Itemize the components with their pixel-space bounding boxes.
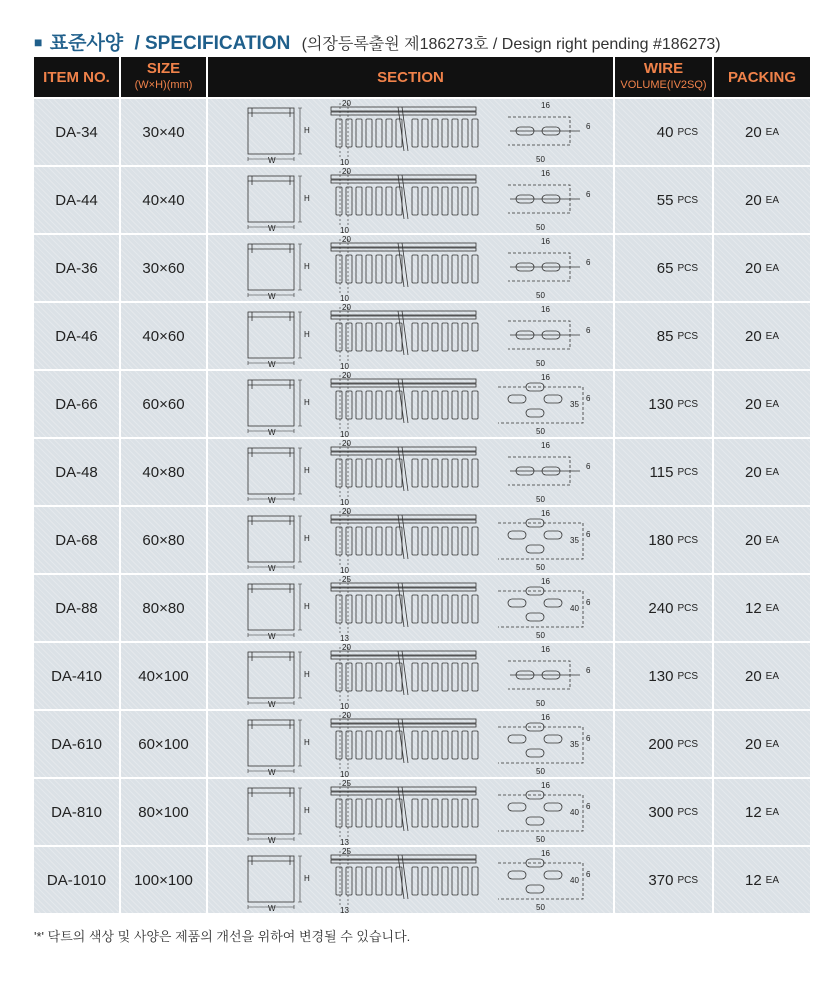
duct-section-drawing <box>208 575 613 641</box>
packing-unit: EA <box>765 670 780 682</box>
slot-dimension-label: 16 <box>541 237 550 246</box>
top-dimension-label: 20 <box>342 167 351 176</box>
wide-dimension-label: 40 <box>570 604 579 613</box>
item-no-cell <box>34 643 119 711</box>
wire-volume-cell <box>615 779 712 847</box>
width-label: W <box>268 768 276 777</box>
hole-offset-label: 6 <box>586 598 591 607</box>
wire-volume-unit: PCS <box>677 806 698 818</box>
header-size-unit: (W×H)(mm) <box>134 79 193 91</box>
width-label: W <box>268 224 276 233</box>
wire-volume-value: 240 <box>648 599 674 617</box>
header-section: SECTION <box>208 57 613 99</box>
wire-volume-value: 55 <box>656 191 674 209</box>
design-right-note: (의장등록출원 제186273호 / Design right pending #186273) <box>301 36 721 53</box>
packing-value: 20 <box>744 191 762 209</box>
duct-section-drawing <box>208 507 613 573</box>
packing-cell <box>714 779 810 847</box>
wire-volume-unit: PCS <box>677 194 698 206</box>
width-label: W <box>268 632 276 641</box>
packing-value: 12 <box>744 803 762 821</box>
packing-value: 12 <box>744 871 762 889</box>
size-cell <box>121 643 206 711</box>
wide-dimension-label: 35 <box>570 400 579 409</box>
wire-volume-cell <box>615 439 712 507</box>
packing-cell <box>714 711 810 779</box>
section-drawing-cell <box>208 643 613 711</box>
hole-offset-label: 6 <box>586 122 591 131</box>
duct-section-drawing <box>208 303 613 369</box>
packing-unit: EA <box>765 534 780 546</box>
height-label: H <box>304 466 310 475</box>
item-no: DA-810 <box>51 803 102 821</box>
header-item-no: ITEM NO. <box>34 57 119 99</box>
bottom-dimension-label: 13 <box>340 634 349 641</box>
size-value: 40×60 <box>142 327 185 345</box>
item-no-cell <box>34 847 119 915</box>
bottom-dimension-label: 10 <box>340 430 349 437</box>
size-value: 40×100 <box>138 667 189 685</box>
size-cell <box>121 779 206 847</box>
section-drawing-cell <box>208 371 613 439</box>
top-dimension-label: 20 <box>342 303 351 312</box>
wire-volume-unit: PCS <box>677 466 698 478</box>
height-label: H <box>304 670 310 679</box>
packing-cell <box>714 371 810 439</box>
section-drawing-cell <box>208 779 613 847</box>
size-cell <box>121 167 206 235</box>
size-cell <box>121 99 206 167</box>
packing-value: 12 <box>744 599 762 617</box>
size-value: 60×60 <box>142 395 185 413</box>
item-no: DA-88 <box>55 599 98 617</box>
size-cell <box>121 507 206 575</box>
top-dimension-label: 20 <box>342 711 351 720</box>
top-dimension-label: 25 <box>342 779 351 788</box>
item-no: DA-1010 <box>46 871 107 889</box>
size-cell <box>121 439 206 507</box>
height-label: H <box>304 534 310 543</box>
header-wire-unit: VOLUME(IV2SQ) <box>620 79 707 91</box>
title-korean: 표준사양 <box>49 33 124 54</box>
item-no-cell <box>34 779 119 847</box>
pitch-dimension-label: 50 <box>536 155 545 164</box>
header-wire-label: WIRE <box>643 60 684 77</box>
pitch-dimension-label: 50 <box>536 903 545 912</box>
wire-volume-unit: PCS <box>677 126 698 138</box>
section-drawing-cell <box>208 235 613 303</box>
width-label: W <box>268 360 276 369</box>
wire-volume-value: 300 <box>648 803 674 821</box>
item-no: DA-410 <box>51 667 102 685</box>
width-label: W <box>268 428 276 437</box>
wire-volume-unit: PCS <box>677 874 698 886</box>
packing-cell <box>714 507 810 575</box>
slot-dimension-label: 16 <box>541 713 550 722</box>
wire-volume-value: 130 <box>648 667 674 685</box>
pitch-dimension-label: 50 <box>536 495 545 504</box>
wire-volume-value: 40 <box>656 123 674 141</box>
item-no-cell <box>34 575 119 643</box>
wire-volume-cell <box>615 235 712 303</box>
top-dimension-label: 20 <box>342 235 351 244</box>
packing-value: 20 <box>744 259 762 277</box>
hole-offset-label: 6 <box>586 734 591 743</box>
hole-offset-label: 6 <box>586 190 591 199</box>
size-value: 80×100 <box>138 803 189 821</box>
packing-value: 20 <box>744 395 762 413</box>
bottom-dimension-label: 13 <box>340 838 349 845</box>
section-drawing-cell <box>208 711 613 779</box>
duct-section-drawing <box>208 235 613 301</box>
wire-volume-cell <box>615 643 712 711</box>
size-cell <box>121 711 206 779</box>
pitch-dimension-label: 50 <box>536 767 545 776</box>
size-value: 40×80 <box>142 463 185 481</box>
section-drawing-cell <box>208 99 613 167</box>
top-dimension-label: 20 <box>342 643 351 652</box>
pitch-dimension-label: 50 <box>536 359 545 368</box>
packing-value: 20 <box>744 667 762 685</box>
size-cell <box>121 303 206 371</box>
size-cell <box>121 235 206 303</box>
height-label: H <box>304 262 310 271</box>
spec-table <box>34 57 802 915</box>
item-no-cell <box>34 711 119 779</box>
wire-volume-value: 370 <box>648 871 674 889</box>
section-drawing-cell <box>208 303 613 371</box>
item-no-cell <box>34 507 119 575</box>
item-no-cell <box>34 371 119 439</box>
pitch-dimension-label: 50 <box>536 563 545 572</box>
duct-section-drawing <box>208 779 613 845</box>
slot-dimension-label: 16 <box>541 509 550 518</box>
wire-volume-unit: PCS <box>677 738 698 750</box>
hole-offset-label: 6 <box>586 666 591 675</box>
packing-unit: EA <box>765 126 780 138</box>
item-no: DA-48 <box>55 463 98 481</box>
size-cell <box>121 575 206 643</box>
spec-title <box>34 30 721 54</box>
bottom-dimension-label: 13 <box>340 906 349 913</box>
slot-dimension-label: 16 <box>541 781 550 790</box>
height-label: H <box>304 398 310 407</box>
packing-cell <box>714 847 810 915</box>
item-no: DA-34 <box>55 123 98 141</box>
footnote: '*' 닥트의 색상 및 사양은 제품의 개선을 위하여 변경될 수 있습니다. <box>34 929 411 944</box>
packing-unit: EA <box>765 194 780 206</box>
wire-volume-value: 130 <box>648 395 674 413</box>
height-label: H <box>304 330 310 339</box>
hole-offset-label: 6 <box>586 326 591 335</box>
duct-section-drawing <box>208 371 613 437</box>
top-dimension-label: 25 <box>342 847 351 856</box>
pitch-dimension-label: 50 <box>536 223 545 232</box>
wire-volume-cell <box>615 167 712 235</box>
duct-section-drawing <box>208 847 613 913</box>
size-value: 100×100 <box>134 871 193 889</box>
packing-cell <box>714 303 810 371</box>
header-size <box>121 57 206 99</box>
packing-unit: EA <box>765 398 780 410</box>
packing-unit: EA <box>765 262 780 274</box>
wire-volume-cell <box>615 371 712 439</box>
wire-volume-cell <box>615 507 712 575</box>
bottom-dimension-label: 10 <box>340 702 349 709</box>
duct-section-drawing <box>208 439 613 505</box>
wide-dimension-label: 35 <box>570 740 579 749</box>
top-dimension-label: 20 <box>342 371 351 380</box>
square-bullet-icon: ■ <box>34 34 43 50</box>
size-value: 30×40 <box>142 123 185 141</box>
width-label: W <box>268 292 276 301</box>
slot-dimension-label: 16 <box>541 577 550 586</box>
width-label: W <box>268 496 276 505</box>
wire-volume-cell <box>615 847 712 915</box>
slot-dimension-label: 16 <box>541 169 550 178</box>
section-drawing-cell <box>208 439 613 507</box>
wire-volume-value: 85 <box>656 327 674 345</box>
packing-cell <box>714 643 810 711</box>
packing-value: 20 <box>744 327 762 345</box>
top-dimension-label: 20 <box>342 439 351 448</box>
header-packing: PACKING <box>714 57 810 99</box>
packing-unit: EA <box>765 466 780 478</box>
hole-offset-label: 6 <box>586 870 591 879</box>
item-no: DA-610 <box>51 735 102 753</box>
duct-section-drawing <box>208 643 613 709</box>
hole-offset-label: 6 <box>586 802 591 811</box>
height-label: H <box>304 806 310 815</box>
top-dimension-label: 20 <box>342 99 351 108</box>
bottom-dimension-label: 10 <box>340 770 349 777</box>
slot-dimension-label: 16 <box>541 305 550 314</box>
height-label: H <box>304 194 310 203</box>
bottom-dimension-label: 10 <box>340 294 349 301</box>
packing-unit: EA <box>765 330 780 342</box>
pitch-dimension-label: 50 <box>536 291 545 300</box>
size-cell <box>121 847 206 915</box>
pitch-dimension-label: 50 <box>536 835 545 844</box>
hole-offset-label: 6 <box>586 462 591 471</box>
size-value: 60×80 <box>142 531 185 549</box>
bottom-dimension-label: 10 <box>340 498 349 505</box>
top-dimension-label: 25 <box>342 575 351 584</box>
size-value: 40×40 <box>142 191 185 209</box>
section-drawing-cell <box>208 167 613 235</box>
wire-volume-unit: PCS <box>677 330 698 342</box>
header-size-label: SIZE <box>146 60 181 77</box>
hole-offset-label: 6 <box>586 258 591 267</box>
wire-volume-unit: PCS <box>677 670 698 682</box>
item-no: DA-46 <box>55 327 98 345</box>
top-dimension-label: 20 <box>342 507 351 516</box>
section-drawing-cell <box>208 847 613 915</box>
slot-dimension-label: 16 <box>541 441 550 450</box>
item-no-cell <box>34 303 119 371</box>
item-no-cell <box>34 235 119 303</box>
height-label: H <box>304 738 310 747</box>
wire-volume-value: 180 <box>648 531 674 549</box>
packing-cell <box>714 235 810 303</box>
bottom-dimension-label: 10 <box>340 226 349 233</box>
packing-cell <box>714 439 810 507</box>
wire-volume-cell <box>615 711 712 779</box>
width-label: W <box>268 156 276 165</box>
wire-volume-cell <box>615 575 712 643</box>
packing-cell <box>714 575 810 643</box>
duct-section-drawing <box>208 167 613 233</box>
wire-volume-cell <box>615 303 712 371</box>
height-label: H <box>304 126 310 135</box>
packing-value: 20 <box>744 123 762 141</box>
wire-volume-unit: PCS <box>677 262 698 274</box>
size-value: 60×100 <box>138 735 189 753</box>
width-label: W <box>268 904 276 913</box>
item-no: DA-36 <box>55 259 98 277</box>
wire-volume-value: 115 <box>649 463 674 481</box>
height-label: H <box>304 874 310 883</box>
width-label: W <box>268 564 276 573</box>
slot-dimension-label: 16 <box>541 101 550 110</box>
wide-dimension-label: 40 <box>570 876 579 885</box>
size-value: 80×80 <box>142 599 185 617</box>
packing-unit: EA <box>765 874 780 886</box>
item-no-cell <box>34 439 119 507</box>
duct-section-drawing <box>208 99 613 165</box>
slot-dimension-label: 16 <box>541 645 550 654</box>
pitch-dimension-label: 50 <box>536 631 545 640</box>
size-value: 30×60 <box>142 259 185 277</box>
packing-unit: EA <box>765 602 780 614</box>
item-no: DA-68 <box>55 531 98 549</box>
bottom-dimension-label: 10 <box>340 566 349 573</box>
slot-dimension-label: 16 <box>541 373 550 382</box>
packing-value: 20 <box>744 735 762 753</box>
item-no-cell <box>34 167 119 235</box>
wide-dimension-label: 40 <box>570 808 579 817</box>
item-no-cell <box>34 99 119 167</box>
section-drawing-cell <box>208 575 613 643</box>
wire-volume-unit: PCS <box>677 534 698 546</box>
bottom-dimension-label: 10 <box>340 362 349 369</box>
packing-unit: EA <box>765 806 780 818</box>
wire-volume-unit: PCS <box>677 398 698 410</box>
pitch-dimension-label: 50 <box>536 427 545 436</box>
width-label: W <box>268 700 276 709</box>
wire-volume-unit: PCS <box>677 602 698 614</box>
header-wire-volume <box>615 57 712 99</box>
wide-dimension-label: 35 <box>570 536 579 545</box>
packing-value: 20 <box>744 463 762 481</box>
item-no: DA-66 <box>55 395 98 413</box>
bottom-dimension-label: 10 <box>340 158 349 165</box>
wire-volume-value: 200 <box>648 735 674 753</box>
slot-dimension-label: 16 <box>541 849 550 858</box>
hole-offset-label: 6 <box>586 394 591 403</box>
size-cell <box>121 371 206 439</box>
item-no: DA-44 <box>55 191 98 209</box>
width-label: W <box>268 836 276 845</box>
height-label: H <box>304 602 310 611</box>
wire-volume-value: 65 <box>656 259 674 277</box>
packing-cell <box>714 167 810 235</box>
section-drawing-cell <box>208 507 613 575</box>
wire-volume-cell <box>615 99 712 167</box>
packing-value: 20 <box>744 531 762 549</box>
pitch-dimension-label: 50 <box>536 699 545 708</box>
duct-section-drawing <box>208 711 613 777</box>
title-english: / SPECIFICATION <box>134 33 291 54</box>
packing-cell <box>714 99 810 167</box>
hole-offset-label: 6 <box>586 530 591 539</box>
packing-unit: EA <box>765 738 780 750</box>
